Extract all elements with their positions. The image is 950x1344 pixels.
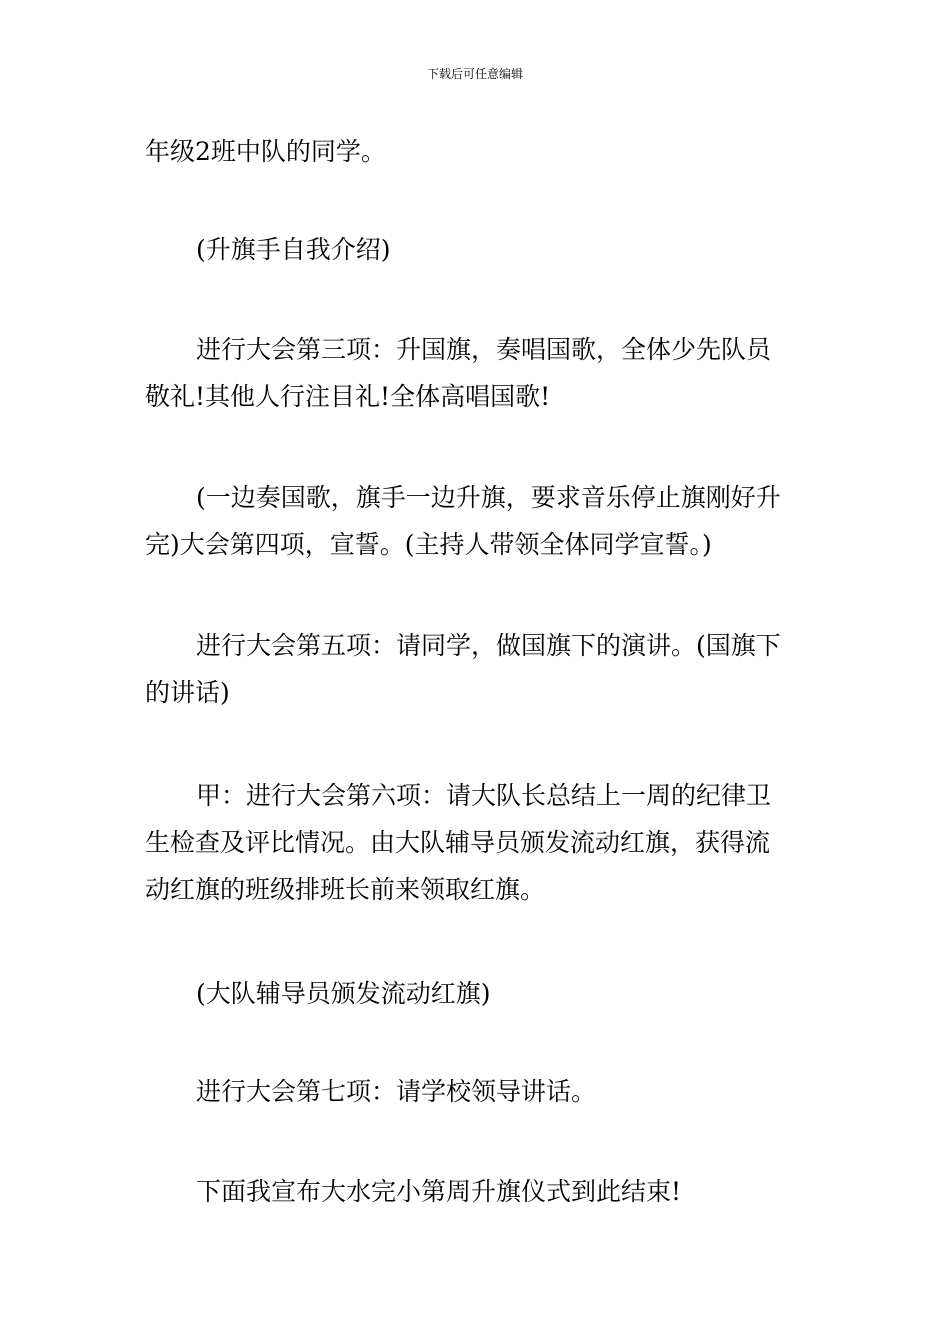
paragraph-line: 进行大会第五项：请同学，做国旗下的演讲。(国旗下 <box>196 631 781 660</box>
paragraph-line: 下面我宣布大水完小第周升旗仪式到此结束! <box>196 1177 682 1206</box>
paragraph-1 <box>145 128 809 175</box>
paragraph-9 <box>145 1168 809 1215</box>
paragraph-line: (大队辅导员颁发流动红旗) <box>196 979 491 1008</box>
paragraph-line: (升旗手自我介绍) <box>196 235 391 264</box>
paragraph-line: 甲：进行大会第六项：请大队长总结上一周的纪律卫 <box>196 781 772 810</box>
page-header: 下载后可任意编辑 <box>426 67 523 81</box>
paragraph-6 <box>145 772 809 913</box>
paragraph-line: 进行大会第三项：升国旗，奏唱国歌，全体少先队员 <box>196 335 772 364</box>
paragraph-line: 完)大会第四项，宣誓。(主持人带领全体同学宣誓。) <box>145 530 712 559</box>
paragraph-line: 的讲话) <box>145 678 230 707</box>
paragraph-line: 进行大会第七项：请学校领导讲话。 <box>196 1077 597 1106</box>
paragraph-line: 敬礼!其他人行注目礼!全体高唱国歌! <box>145 382 551 411</box>
paragraph-5 <box>145 622 809 716</box>
paragraph-line: 生检查及评比情况。由大队辅导员颁发流动红旗，获得流 <box>145 828 771 857</box>
paragraph-line: 年级2班中队的同学。 <box>145 137 386 166</box>
paragraph-line: 动红旗的班级排班长前来领取红旗。 <box>145 875 546 904</box>
paragraph-8 <box>145 1068 809 1115</box>
paragraph-2 <box>145 226 809 273</box>
paragraph-7 <box>145 970 809 1017</box>
paragraph-4 <box>145 474 809 568</box>
paragraph-line: (一边奏国歌，旗手一边升旗，要求音乐停止旗刚好升 <box>196 483 781 512</box>
paragraph-3 <box>145 326 809 420</box>
